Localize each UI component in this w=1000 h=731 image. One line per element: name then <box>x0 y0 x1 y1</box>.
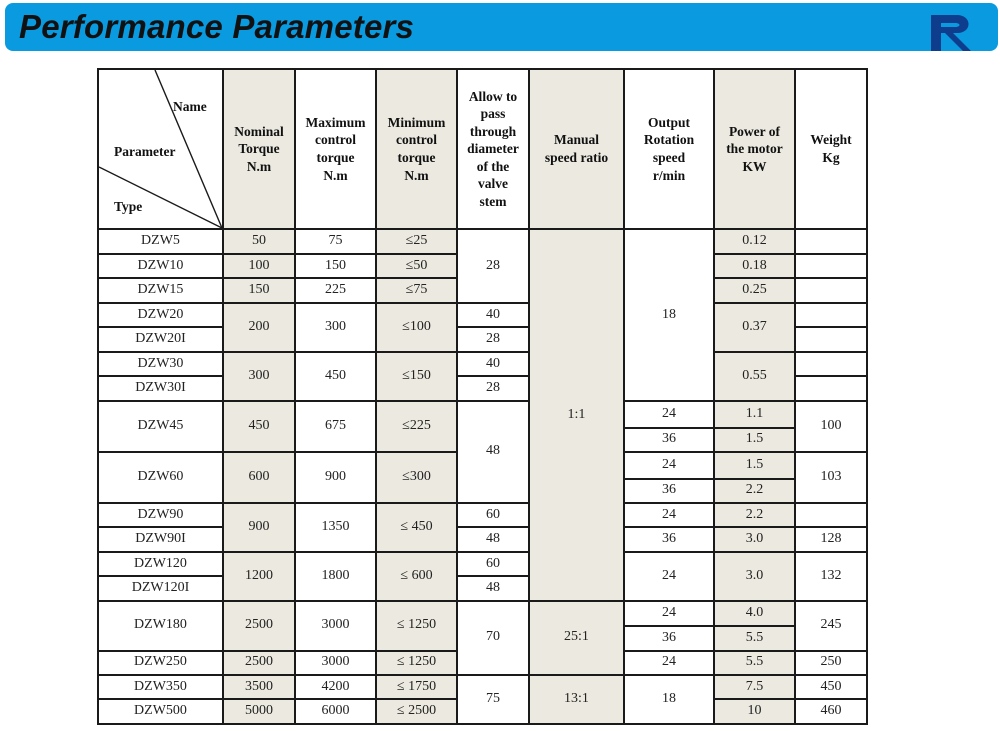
nominal-torque-cell: 150 <box>223 278 295 303</box>
stem-diameter-cell: 48 <box>457 576 529 601</box>
nominal-torque-cell: 600 <box>223 452 295 503</box>
rotation-speed-cell: 24 <box>624 503 714 528</box>
speed-ratio-cell: 1:1 <box>529 229 624 601</box>
fr-logo-icon <box>927 9 979 53</box>
type-cell: DZW15 <box>98 278 223 303</box>
min-torque-cell: ≤150 <box>376 352 457 401</box>
motor-power-cell: 0.55 <box>714 352 795 401</box>
motor-power-cell: 10 <box>714 699 795 724</box>
table-row <box>98 229 867 254</box>
header-weight: Weight Kg <box>795 69 867 229</box>
weight-cell: 460 <box>795 699 867 724</box>
header-nominal-torque: Nominal Torque N.m <box>223 69 295 229</box>
motor-power-cell: 0.12 <box>714 229 795 254</box>
max-torque-cell: 150 <box>295 254 376 279</box>
motor-power-cell: 2.2 <box>714 479 795 503</box>
weight-cell <box>795 352 867 377</box>
speed-ratio-cell: 13:1 <box>529 675 624 724</box>
type-cell: DZW500 <box>98 699 223 724</box>
weight-cell <box>795 327 867 352</box>
weight-cell: 128 <box>795 527 867 552</box>
type-cell: DZW90I <box>98 527 223 552</box>
motor-power-cell: 1.5 <box>714 452 795 479</box>
nominal-torque-cell: 300 <box>223 352 295 401</box>
table-row <box>98 552 867 577</box>
motor-power-cell: 5.5 <box>714 626 795 651</box>
min-torque-cell: ≤ 1750 <box>376 675 457 700</box>
max-torque-cell: 1800 <box>295 552 376 601</box>
min-torque-cell: ≤25 <box>376 229 457 254</box>
type-cell: DZW20 <box>98 303 223 328</box>
motor-power-cell: 5.5 <box>714 651 795 675</box>
rotation-speed-cell: 24 <box>624 601 714 626</box>
rotation-speed-cell: 24 <box>624 401 714 428</box>
header-rotation-speed: Output Rotation speed r/min <box>624 69 714 229</box>
nominal-torque-cell: 200 <box>223 303 295 352</box>
header-stem-diameter: Allow to pass through diameter of the valve stem <box>457 69 529 229</box>
rotation-speed-cell: 24 <box>624 552 714 601</box>
min-torque-cell: ≤ 2500 <box>376 699 457 724</box>
speed-ratio-cell: 25:1 <box>529 601 624 675</box>
weight-cell: 132 <box>795 552 867 601</box>
type-cell: DZW45 <box>98 401 223 452</box>
max-torque-cell: 900 <box>295 452 376 503</box>
page-title: Performance Parameters <box>19 8 415 45</box>
nominal-torque-cell: 50 <box>223 229 295 254</box>
min-torque-cell: ≤100 <box>376 303 457 352</box>
rotation-speed-cell: 18 <box>624 229 714 401</box>
motor-power-cell: 7.5 <box>714 675 795 700</box>
rotation-speed-cell: 36 <box>624 626 714 651</box>
stem-diameter-cell: 70 <box>457 601 529 675</box>
max-torque-cell: 75 <box>295 229 376 254</box>
rotation-speed-cell: 24 <box>624 651 714 675</box>
nominal-torque-cell: 2500 <box>223 651 295 675</box>
nominal-torque-cell: 5000 <box>223 699 295 724</box>
max-torque-cell: 300 <box>295 303 376 352</box>
stem-diameter-cell: 75 <box>457 675 529 724</box>
header-speed-ratio: Manual speed ratio <box>529 69 624 229</box>
type-cell: DZW60 <box>98 452 223 503</box>
nominal-torque-cell: 1200 <box>223 552 295 601</box>
type-cell: DZW90 <box>98 503 223 528</box>
weight-cell <box>795 303 867 328</box>
type-cell: DZW120 <box>98 552 223 577</box>
table-row <box>98 675 867 700</box>
motor-power-cell: 4.0 <box>714 601 795 626</box>
rotation-speed-cell: 18 <box>624 675 714 724</box>
rotation-speed-cell: 36 <box>624 527 714 552</box>
weight-cell <box>795 503 867 528</box>
performance-table <box>97 68 868 725</box>
nominal-torque-cell: 2500 <box>223 601 295 651</box>
min-torque-cell: ≤ 1250 <box>376 601 457 651</box>
table-row <box>98 503 867 528</box>
rotation-speed-cell: 36 <box>624 479 714 503</box>
nominal-torque-cell: 100 <box>223 254 295 279</box>
max-torque-cell: 6000 <box>295 699 376 724</box>
motor-power-cell: 2.2 <box>714 503 795 528</box>
weight-cell <box>795 376 867 401</box>
corner-name-label: Name <box>173 99 207 114</box>
max-torque-cell: 450 <box>295 352 376 401</box>
min-torque-cell: ≤50 <box>376 254 457 279</box>
motor-power-cell: 3.0 <box>714 527 795 552</box>
rotation-speed-cell: 24 <box>624 452 714 479</box>
weight-cell: 103 <box>795 452 867 503</box>
motor-power-cell: 0.18 <box>714 254 795 279</box>
min-torque-cell: ≤ 450 <box>376 503 457 552</box>
table-row <box>98 352 867 377</box>
min-torque-cell: ≤75 <box>376 278 457 303</box>
min-torque-cell: ≤225 <box>376 401 457 452</box>
stem-diameter-cell: 40 <box>457 352 529 377</box>
min-torque-cell: ≤ 600 <box>376 552 457 601</box>
min-torque-cell: ≤300 <box>376 452 457 503</box>
corner-header-cell <box>98 69 223 229</box>
max-torque-cell: 225 <box>295 278 376 303</box>
table-row <box>98 401 867 428</box>
type-cell: DZW5 <box>98 229 223 254</box>
max-torque-cell: 1350 <box>295 503 376 552</box>
corner-parameter-label: Parameter <box>114 144 176 159</box>
max-torque-cell: 3000 <box>295 601 376 651</box>
stem-diameter-cell: 60 <box>457 552 529 577</box>
nominal-torque-cell: 450 <box>223 401 295 452</box>
weight-cell <box>795 278 867 303</box>
stem-diameter-cell: 48 <box>457 401 529 503</box>
type-cell: DZW120I <box>98 576 223 601</box>
type-cell: DZW30I <box>98 376 223 401</box>
motor-power-cell: 1.5 <box>714 428 795 452</box>
header-min-torque: Minimum control torque N.m <box>376 69 457 229</box>
motor-power-cell: 0.25 <box>714 278 795 303</box>
type-cell: DZW180 <box>98 601 223 651</box>
table-row <box>98 303 867 328</box>
type-cell: DZW350 <box>98 675 223 700</box>
type-cell: DZW250 <box>98 651 223 675</box>
weight-cell <box>795 229 867 254</box>
table-row <box>98 601 867 626</box>
title-banner <box>5 3 998 51</box>
stem-diameter-cell: 28 <box>457 376 529 401</box>
max-torque-cell: 675 <box>295 401 376 452</box>
type-cell: DZW10 <box>98 254 223 279</box>
weight-cell: 100 <box>795 401 867 452</box>
header-row <box>98 69 867 229</box>
header-max-torque: Maximum control torque N.m <box>295 69 376 229</box>
nominal-torque-cell: 900 <box>223 503 295 552</box>
stem-diameter-cell: 28 <box>457 229 529 303</box>
header-motor-power: Power of the motor KW <box>714 69 795 229</box>
stem-diameter-cell: 28 <box>457 327 529 352</box>
max-torque-cell: 4200 <box>295 675 376 700</box>
weight-cell: 245 <box>795 601 867 651</box>
weight-cell <box>795 254 867 279</box>
motor-power-cell: 3.0 <box>714 552 795 601</box>
stem-diameter-cell: 60 <box>457 503 529 528</box>
motor-power-cell: 0.37 <box>714 303 795 352</box>
nominal-torque-cell: 3500 <box>223 675 295 700</box>
min-torque-cell: ≤ 1250 <box>376 651 457 675</box>
motor-power-cell: 1.1 <box>714 401 795 428</box>
weight-cell: 250 <box>795 651 867 675</box>
weight-cell: 450 <box>795 675 867 700</box>
type-cell: DZW30 <box>98 352 223 377</box>
type-cell: DZW20I <box>98 327 223 352</box>
max-torque-cell: 3000 <box>295 651 376 675</box>
stem-diameter-cell: 40 <box>457 303 529 328</box>
table-row <box>98 527 867 552</box>
rotation-speed-cell: 36 <box>624 428 714 452</box>
stem-diameter-cell: 48 <box>457 527 529 552</box>
corner-type-label: Type <box>114 199 143 214</box>
